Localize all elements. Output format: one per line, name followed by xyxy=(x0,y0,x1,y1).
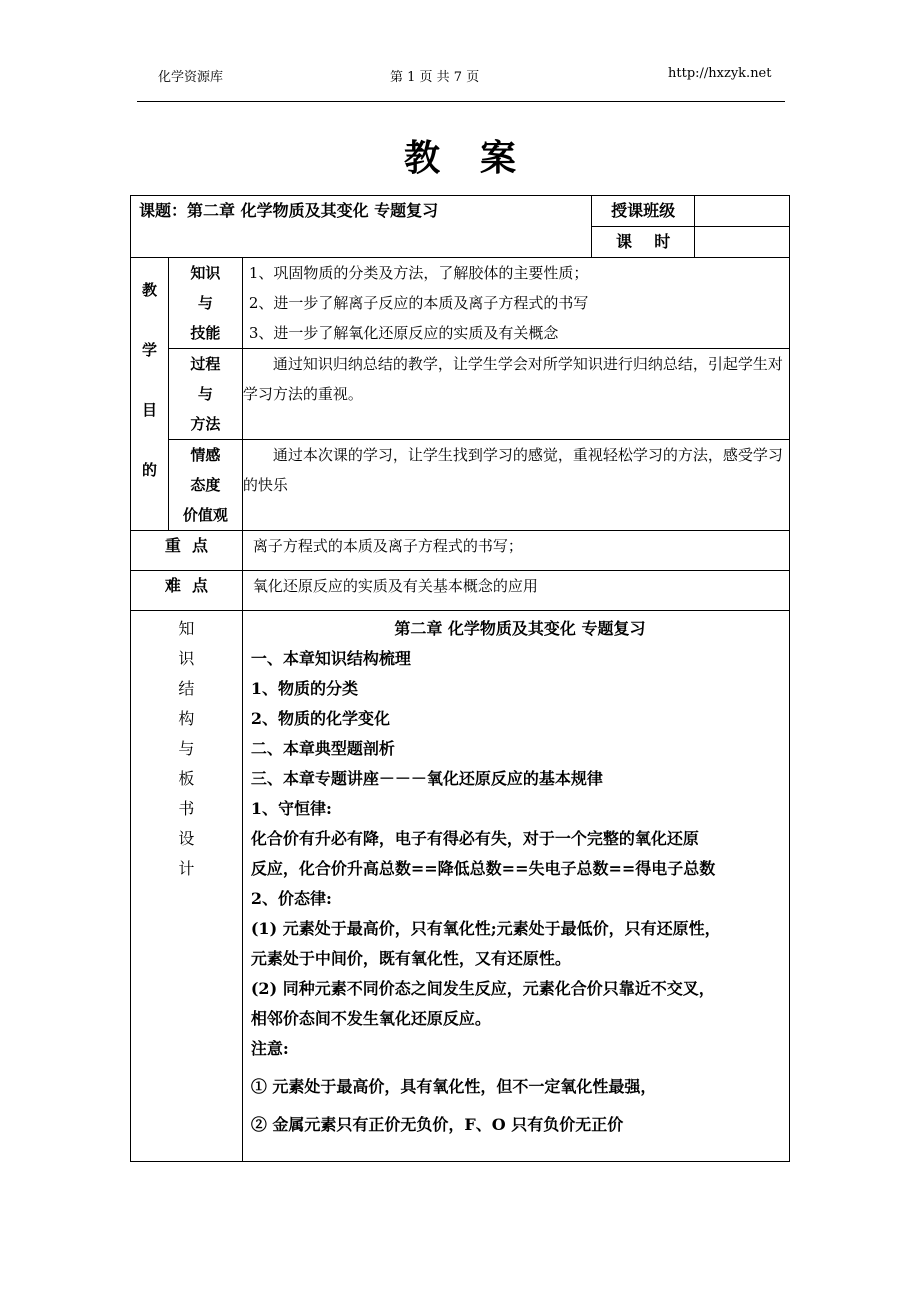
label-line: 过程 xyxy=(190,355,221,373)
page-title: 教案 xyxy=(403,137,556,179)
board-char: 书 xyxy=(178,799,195,818)
board-line: (2) 同种元素不同价态之间发生反应，元素化合价只靠近不交叉， xyxy=(250,979,715,998)
header-url[interactable]: http://hxzyk.net xyxy=(668,66,772,81)
label-line: 与 xyxy=(197,294,213,312)
board-char: 知 xyxy=(178,619,195,638)
objective-label-knowledge xyxy=(168,258,242,349)
board-line: ① 元素处于最高价，具有氧化性，但不一定氧化性最强， xyxy=(250,1077,657,1096)
label-line: 情感 xyxy=(190,446,221,464)
header-left: 化学资源库 xyxy=(158,70,224,85)
objective-knowledge-content xyxy=(242,258,789,349)
difficulty-label: 难 点 xyxy=(131,571,243,611)
board-line: 三、本章专题讲座－－－氧化还原反应的基本规律 xyxy=(250,769,603,788)
board-line: 反应，化合价升高总数==降低总数==失电子总数==得电子总数 xyxy=(250,859,716,878)
label-line: 方法 xyxy=(190,415,221,433)
header-page-info: 第 1 页 共 7 页 xyxy=(390,70,480,85)
difficulty-content: 氧化还原反应的实质及有关基本概念的应用 xyxy=(242,571,789,611)
board-content xyxy=(242,611,789,1162)
board-char: 板 xyxy=(178,769,195,788)
objective-process-content: 通过知识归纳总结的教学，让学生学会对所学知识进行归纳总结，引起学生对学习方法的重视。 xyxy=(242,349,789,440)
objectives-char: 学 xyxy=(141,341,157,359)
board-line: 二、本章典型题剖析 xyxy=(250,739,395,758)
objective-label-attitude xyxy=(168,440,242,531)
objective-line: 1、巩固物质的分类及方法，了解胶体的主要性质； xyxy=(248,264,589,282)
objectives-label xyxy=(131,258,169,531)
objective-line: 3、进一步了解氧化还原反应的实质及有关概念 xyxy=(248,324,559,342)
board-line: 注意: xyxy=(250,1039,289,1058)
key-point-content: 离子方程式的本质及离子方程式的书写； xyxy=(242,531,789,571)
board-line: (1) 元素处于最高价，只有氧化性;元素处于最低价，只有还原性， xyxy=(250,919,721,938)
objectives-char: 教 xyxy=(141,281,157,299)
board-label xyxy=(131,611,243,1162)
key-point-label: 重 点 xyxy=(131,531,243,571)
board-line: 2、价态律: xyxy=(250,889,332,908)
label-line: 知识 xyxy=(190,264,221,282)
board-char: 设 xyxy=(178,829,195,848)
header-rule xyxy=(137,101,785,102)
board-char: 构 xyxy=(178,709,195,728)
label-line: 技能 xyxy=(190,324,221,342)
hours-label: 课 时 xyxy=(592,227,695,258)
board-line: ② 金属元素只有正价无负价，F、O 只有负价无正价 xyxy=(250,1115,624,1134)
board-line: 相邻价态间不发生氧化还原反应。 xyxy=(250,1009,491,1028)
lesson-plan-table xyxy=(130,195,790,1162)
board-char: 结 xyxy=(178,679,195,698)
board-line: 化合价有升必有降，电子有得必有失，对于一个完整的氧化还原 xyxy=(250,829,699,848)
objective-line: 2、进一步了解离子反应的本质及离子方程式的书写 xyxy=(248,294,589,312)
class-label: 授课班级 xyxy=(592,196,695,227)
label-line: 与 xyxy=(197,385,213,403)
label-line: 态度 xyxy=(190,476,221,494)
board-line: 1、物质的分类 xyxy=(250,679,358,698)
board-char: 与 xyxy=(178,739,195,758)
objectives-char: 目 xyxy=(141,401,157,419)
board-line: 2、物质的化学变化 xyxy=(250,709,390,728)
label-line: 价值观 xyxy=(182,506,228,524)
objectives-char: 的 xyxy=(141,461,157,479)
class-value xyxy=(695,196,790,227)
board-char: 识 xyxy=(178,649,195,668)
board-char: 计 xyxy=(178,859,195,878)
board-heading: 第二章 化学物质及其变化 专题复习 xyxy=(394,619,646,638)
board-line: 元素处于中间价，既有氧化性，又有还原性。 xyxy=(250,949,571,968)
topic-cell: 课题：第二章 化学物质及其变化 专题复习 xyxy=(131,196,592,258)
hours-value xyxy=(695,227,790,258)
board-line: 1、守恒律: xyxy=(250,799,332,818)
objective-attitude-content: 通过本次课的学习，让学生找到学习的感觉，重视轻松学习的方法，感受学习的快乐 xyxy=(242,440,789,531)
board-line: 一、本章知识结构梳理 xyxy=(250,649,411,668)
objective-label-process xyxy=(168,349,242,440)
